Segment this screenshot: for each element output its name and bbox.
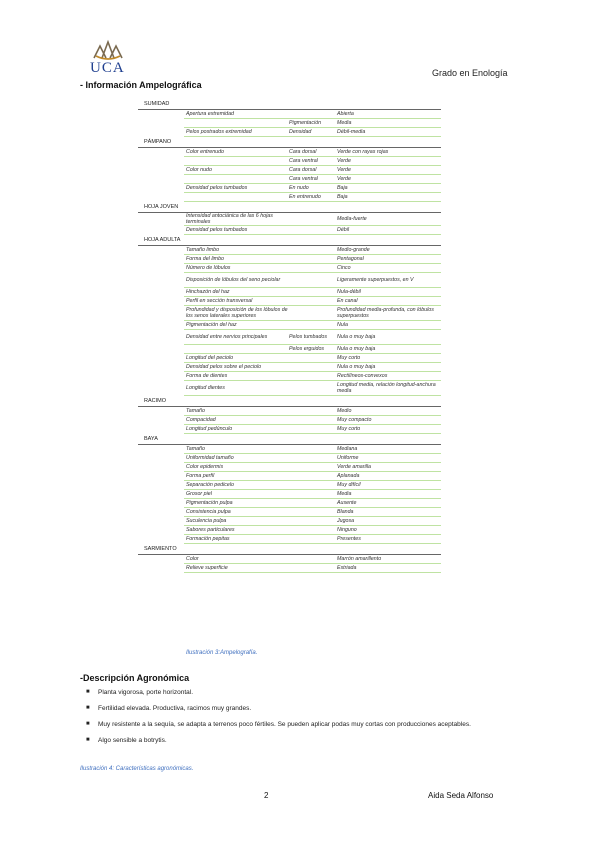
table-cell: Verde amarilla: [337, 464, 371, 470]
table-row: [184, 297, 441, 306]
logo-text: UCA: [90, 60, 125, 76]
table-cell: Baja: [337, 185, 348, 191]
table-cell: Longitud media, relación longitud-anchura media: [337, 382, 436, 394]
table-row: [184, 246, 441, 255]
table-row: [184, 273, 441, 288]
caption-agronomicas: Ilustración 4: Características agronómicas.: [80, 766, 194, 772]
table-cell: Densidad entre nervios principales: [186, 334, 268, 340]
table-cell: Grosor piel: [186, 491, 212, 497]
table-row: [184, 148, 441, 157]
table-cell: Pelos erguidos: [289, 346, 325, 352]
group-label: BAYA: [138, 434, 441, 445]
table-cell: Tamaño limbo: [186, 247, 220, 253]
table-row: [184, 264, 441, 273]
table-cell: Cinco: [337, 265, 351, 271]
group-rows: [184, 110, 441, 137]
table-row: [184, 454, 441, 463]
group-rows: [184, 246, 441, 396]
table-cell: Abierta: [337, 111, 354, 117]
group-label: HOJA ADULTA: [138, 235, 441, 246]
table-row: [184, 193, 441, 202]
table-cell: Intensidad antociánica de las 6 hojas terminales: [186, 213, 273, 225]
table-row: [184, 213, 441, 226]
table-cell: Media: [337, 120, 352, 126]
table-row: [184, 481, 441, 490]
list-item-text: Algo sensible a botrytis.: [98, 737, 167, 744]
table-cell: Media: [337, 491, 352, 497]
group-label: SUMIDAD: [138, 99, 441, 110]
table-cell: Pigmentación del haz: [186, 322, 237, 328]
table-row: [184, 555, 441, 564]
table-row: [184, 119, 441, 128]
table-cell: Ausente: [337, 500, 357, 506]
table-cell: Mediana: [337, 446, 358, 452]
table-cell: Pentagonal: [337, 256, 364, 262]
table-row: [184, 445, 441, 454]
table-cell: Nula: [337, 322, 348, 328]
table-row: [184, 288, 441, 297]
table-row: [184, 564, 441, 573]
table-cell: Baja: [337, 194, 348, 200]
table-cell: Débil: [337, 227, 350, 233]
table-cell: Pelos postrados extremidad: [186, 129, 252, 135]
table-cell: Verde: [337, 176, 351, 182]
table-cell: Suculencia pulpa: [186, 518, 227, 524]
table-row: [184, 157, 441, 166]
table-cell: Relieve superficie: [186, 565, 228, 571]
table-cell: Forma perfil: [186, 473, 215, 479]
table-row: [184, 345, 441, 354]
table-cell: Ligeramente superpuestos, en V: [337, 277, 414, 283]
table-cell: Forma del limbo: [186, 256, 224, 262]
table-row: [184, 416, 441, 425]
table-cell: Muy compacto: [337, 417, 372, 423]
table-cell: Color: [186, 556, 199, 562]
table-cell: Longitud pedúnculo: [186, 426, 233, 432]
table-cell: Densidad pelos tumbados: [186, 227, 248, 233]
table-row: [184, 330, 441, 345]
table-cell: Longitud dientes: [186, 385, 225, 391]
table-cell: Marrón amarillento: [337, 556, 382, 562]
table-cell: Densidad: [289, 129, 312, 135]
table-cell: Débil-media: [337, 129, 366, 135]
table-cell: Sabores particulares: [186, 527, 235, 533]
list-item: [86, 688, 516, 697]
table-cell: Apertura extremidad: [186, 111, 234, 117]
list-item-text: Fertilidad elevada. Productiva, racimos muy grandes.: [98, 705, 252, 712]
table-cell: Color nudo: [186, 167, 212, 173]
table-cell: Pelos tumbados: [289, 334, 327, 340]
table-cell: Cara dorsal: [289, 149, 317, 155]
table-cell: Cara ventral: [289, 158, 318, 164]
table-cell: Jugosa: [337, 518, 355, 524]
table-row: [184, 472, 441, 481]
table-row: [184, 255, 441, 264]
table-row: [184, 363, 441, 372]
table-cell: Verde: [337, 158, 351, 164]
ampelography-table: [138, 99, 441, 573]
table-cell: Medio-grande: [337, 247, 370, 253]
table-cell: Verde con rayas rojas: [337, 149, 389, 155]
list-item: [86, 736, 516, 745]
group-rows: [184, 213, 441, 235]
bullet-icon: ■: [86, 705, 90, 711]
table-row: [184, 354, 441, 363]
table-cell: Forma de dientes: [186, 373, 228, 379]
table-cell: En nudo: [289, 185, 309, 191]
table-row: [184, 517, 441, 526]
table-cell: Uniforme: [337, 455, 359, 461]
table-cell: Profundidad y disposición de los lóbulos de los senos laterales superiores: [186, 307, 288, 319]
table-cell: Muy difícil: [337, 482, 361, 488]
table-cell: Nula o muy baja: [337, 346, 376, 352]
list-item-text: Planta vigorosa, porte horizontal.: [98, 689, 194, 696]
group-rows: [184, 555, 441, 573]
table-cell: En canal: [337, 298, 358, 304]
table-row: [184, 184, 441, 193]
header-course-title: Grado en Enología: [432, 68, 508, 78]
table-row: [184, 175, 441, 184]
list-item-text: Muy resistente a la sequía, se adapta a terrenos poco fértiles. Se pueden aplicar podas muy cortas con producciones aceptables.: [98, 721, 471, 728]
table-row: [184, 535, 441, 544]
table-cell: Tamaño: [186, 408, 205, 414]
table-cell: En entrenudo: [289, 194, 321, 200]
table-cell: Nula-débil: [337, 289, 361, 295]
table-row: [184, 166, 441, 175]
table-row: [184, 110, 441, 119]
table-cell: Blanda: [337, 509, 354, 515]
table-cell: Compacidad: [186, 417, 216, 423]
table-row: [184, 463, 441, 472]
footer-author: Aida Seda Alfonso: [428, 791, 494, 800]
bullet-icon: ■: [86, 689, 90, 695]
table-row: [184, 425, 441, 434]
table-row: [184, 407, 441, 416]
table-row: [184, 372, 441, 381]
list-item: [86, 720, 516, 729]
table-row: [184, 321, 441, 330]
table-cell: Consistencia pulpa: [186, 509, 231, 515]
table-cell: Cara dorsal: [289, 167, 317, 173]
table-cell: Color epidermis: [186, 464, 224, 470]
table-cell: Ninguno: [337, 527, 357, 533]
table-cell: Uniformidad tamaño: [186, 455, 234, 461]
list-item: [86, 704, 516, 713]
table-cell: Verde: [337, 167, 351, 173]
table-row: [184, 526, 441, 535]
section-title-agronomica: -Descripción Agronómica: [80, 673, 190, 683]
table-cell: Densidad pelos tumbados: [186, 185, 248, 191]
table-cell: Rectilíneos-convexos: [337, 373, 388, 379]
table-cell: Color entrenudo: [186, 149, 224, 155]
table-row: [184, 490, 441, 499]
table-cell: Hinchazón del haz: [186, 289, 230, 295]
table-row: [184, 508, 441, 517]
agronomic-list: [86, 688, 516, 752]
table-cell: Muy corto: [337, 426, 361, 432]
table-cell: Tamaño: [186, 446, 205, 452]
caption-ampelografia: Ilustración 3:Ampelografía.: [186, 650, 258, 656]
table-cell: Media-fuerte: [337, 216, 367, 222]
table-cell: Longitud del peciolo: [186, 355, 234, 361]
table-row: [184, 128, 441, 137]
table-cell: Perfil en sección transversal: [186, 298, 253, 304]
page-number: 2: [264, 791, 269, 800]
table-cell: Formación pepitas: [186, 536, 230, 542]
table-cell: Aplanada: [337, 473, 360, 479]
table-cell: Nula o muy baja: [337, 364, 376, 370]
group-label: RACIMO: [138, 396, 441, 407]
table-cell: Cara ventral: [289, 176, 318, 182]
table-row: [184, 381, 441, 396]
bullet-icon: ■: [86, 737, 90, 743]
table-cell: Nula o muy baja: [337, 334, 376, 340]
table-cell: Disposición de lóbulos del seno peciolar: [186, 277, 281, 283]
table-cell: Presentes: [337, 536, 361, 542]
group-label: SARMIENTO: [138, 544, 441, 555]
group-rows: [184, 148, 441, 202]
table-row: [184, 306, 441, 321]
table-cell: Pigmentación: [289, 120, 322, 126]
table-cell: Muy corto: [337, 355, 361, 361]
group-label: HOJA JOVEN: [138, 202, 441, 213]
section-title-ampelografica: - Información Ampelográfica: [80, 80, 202, 90]
table-cell: Medio: [337, 408, 352, 414]
table-cell: Número de lóbulos: [186, 265, 231, 271]
table-row: [184, 226, 441, 235]
group-rows: [184, 445, 441, 544]
table-cell: Densidad pelos sobre el peciolo: [186, 364, 262, 370]
bullet-icon: ■: [86, 721, 90, 727]
table-cell: Pigmentación pulpa: [186, 500, 233, 506]
group-rows: [184, 407, 441, 434]
table-cell: Separación pedicelo: [186, 482, 235, 488]
table-cell: Estriada: [337, 565, 357, 571]
table-row: [184, 499, 441, 508]
table-cell: Profundidad media-profunda, con lóbulos superpuestos: [337, 307, 434, 319]
group-label: PÁMPANO: [138, 137, 441, 148]
